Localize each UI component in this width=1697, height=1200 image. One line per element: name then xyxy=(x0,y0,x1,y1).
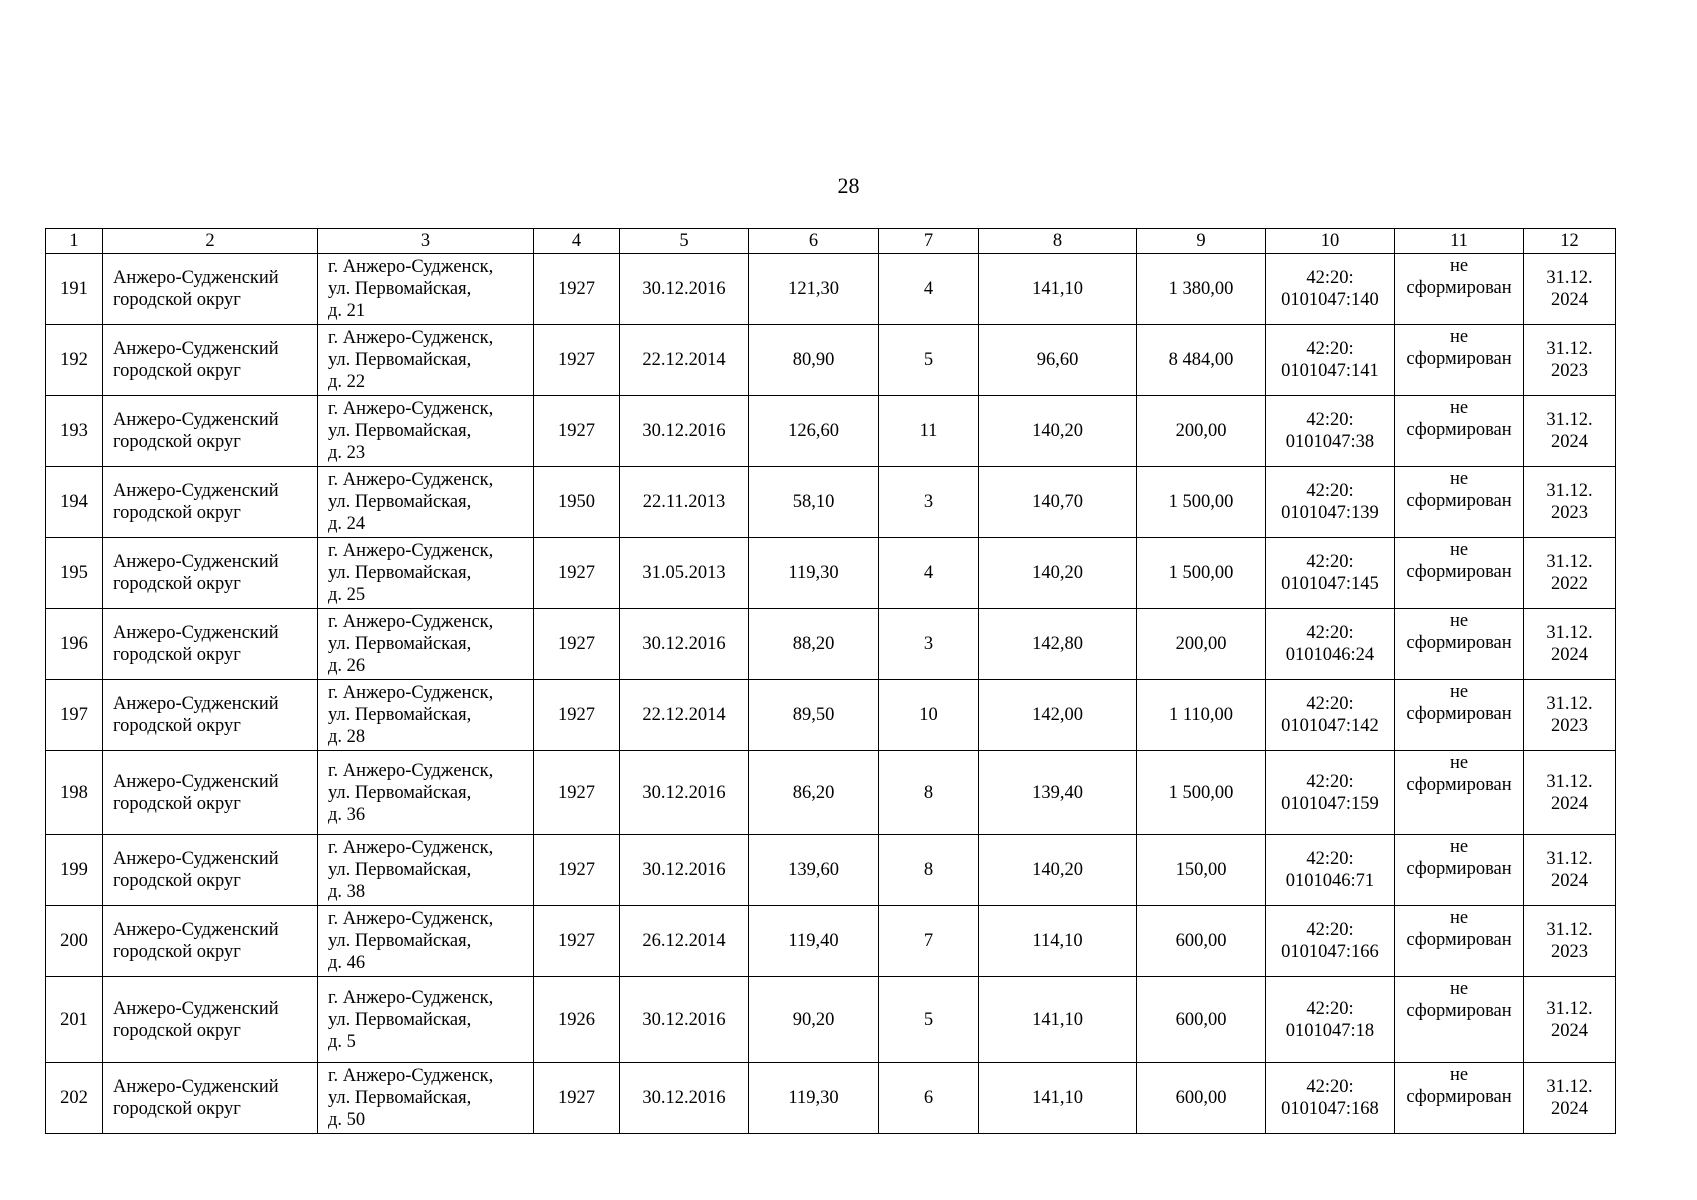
municipality-cell: Анжеро-Судженский городской округ xyxy=(103,396,318,467)
cadastral-number-cell: 42:20: 0101047:166 xyxy=(1266,906,1395,977)
year-cell: 1927 xyxy=(534,680,620,751)
table-row xyxy=(46,680,1616,751)
table-body xyxy=(46,254,1616,1134)
column-number: 10 xyxy=(1266,229,1395,254)
year-cell: 1927 xyxy=(534,906,620,977)
column-number: 3 xyxy=(318,229,534,254)
municipality-cell: Анжеро-Судженский городской округ xyxy=(103,1063,318,1134)
year-cell: 1927 xyxy=(534,609,620,680)
date-cell: 30.12.2016 xyxy=(620,835,749,906)
land-plot-status-cell xyxy=(1395,396,1524,467)
municipality-cell: Анжеро-Судженский городской округ xyxy=(103,325,318,396)
table-row xyxy=(46,396,1616,467)
table-row xyxy=(46,1063,1616,1134)
area-cell: 90,20 xyxy=(749,977,879,1063)
address-cell: г. Анжеро-Судженск, ул. Первомайская, д. 50 xyxy=(318,1063,534,1134)
table-row xyxy=(46,835,1616,906)
year-cell: 1927 xyxy=(534,835,620,906)
land-plot-status-text: не сформирован xyxy=(1406,398,1512,440)
land-plot-status-cell xyxy=(1395,467,1524,538)
cadastral-number-cell: 42:20: 0101047:139 xyxy=(1266,467,1395,538)
price-cell: 141,10 xyxy=(979,977,1137,1063)
cost-cell: 600,00 xyxy=(1137,906,1266,977)
address-cell: г. Анжеро-Судженск, ул. Первомайская, д. 24 xyxy=(318,467,534,538)
land-plot-status-cell xyxy=(1395,680,1524,751)
table-row xyxy=(46,325,1616,396)
table-row xyxy=(46,977,1616,1063)
table-row xyxy=(46,254,1616,325)
row-number: 191 xyxy=(46,254,103,325)
municipality-cell: Анжеро-Судженский городской округ xyxy=(103,680,318,751)
date-cell: 22.12.2014 xyxy=(620,325,749,396)
column-number: 1 xyxy=(46,229,103,254)
table-row xyxy=(46,751,1616,835)
row-number: 197 xyxy=(46,680,103,751)
municipality-cell: Анжеро-Судженский городской округ xyxy=(103,835,318,906)
table-header xyxy=(46,229,1616,254)
address-cell: г. Анжеро-Судженск, ул. Первомайская, д. 21 xyxy=(318,254,534,325)
date-cell: 31.05.2013 xyxy=(620,538,749,609)
deadline-cell: 31.12. 2024 xyxy=(1524,751,1616,835)
land-plot-status-cell xyxy=(1395,977,1524,1063)
year-cell: 1927 xyxy=(534,751,620,835)
land-plot-status-text: не сформирован xyxy=(1406,469,1512,511)
price-cell: 114,10 xyxy=(979,906,1137,977)
cost-cell: 200,00 xyxy=(1137,396,1266,467)
date-cell: 30.12.2016 xyxy=(620,396,749,467)
date-cell: 22.12.2014 xyxy=(620,680,749,751)
municipality-cell: Анжеро-Судженский городской округ xyxy=(103,254,318,325)
area-cell: 139,60 xyxy=(749,835,879,906)
row-number: 202 xyxy=(46,1063,103,1134)
column-number: 6 xyxy=(749,229,879,254)
cadastral-number-cell: 42:20: 0101047:142 xyxy=(1266,680,1395,751)
residents-cell: 3 xyxy=(879,609,979,680)
row-number: 192 xyxy=(46,325,103,396)
year-cell: 1927 xyxy=(534,325,620,396)
deadline-cell: 31.12. 2023 xyxy=(1524,906,1616,977)
column-number: 12 xyxy=(1524,229,1616,254)
area-cell: 58,10 xyxy=(749,467,879,538)
price-cell: 140,20 xyxy=(979,835,1137,906)
area-cell: 119,30 xyxy=(749,538,879,609)
land-plot-status-cell xyxy=(1395,325,1524,396)
municipality-cell: Анжеро-Судженский городской округ xyxy=(103,977,318,1063)
row-number: 201 xyxy=(46,977,103,1063)
cadastral-number-cell: 42:20: 0101047:18 xyxy=(1266,977,1395,1063)
cadastral-number-cell: 42:20: 0101047:159 xyxy=(1266,751,1395,835)
deadline-cell: 31.12. 2024 xyxy=(1524,1063,1616,1134)
residents-cell: 8 xyxy=(879,835,979,906)
column-number: 11 xyxy=(1395,229,1524,254)
price-cell: 139,40 xyxy=(979,751,1137,835)
residents-cell: 4 xyxy=(879,538,979,609)
year-cell: 1927 xyxy=(534,254,620,325)
row-number: 199 xyxy=(46,835,103,906)
row-number: 200 xyxy=(46,906,103,977)
address-cell: г. Анжеро-Судженск, ул. Первомайская, д. 46 xyxy=(318,906,534,977)
table-row xyxy=(46,906,1616,977)
column-number: 7 xyxy=(879,229,979,254)
land-plot-status-text: не сформирован xyxy=(1406,908,1512,950)
price-cell: 140,20 xyxy=(979,396,1137,467)
row-number: 196 xyxy=(46,609,103,680)
table-row xyxy=(46,609,1616,680)
deadline-cell: 31.12. 2023 xyxy=(1524,467,1616,538)
address-cell: г. Анжеро-Судженск, ул. Первомайская, д. 36 xyxy=(318,751,534,835)
column-number: 8 xyxy=(979,229,1137,254)
deadline-cell: 31.12. 2024 xyxy=(1524,609,1616,680)
deadline-cell: 31.12. 2024 xyxy=(1524,254,1616,325)
cost-cell: 1 380,00 xyxy=(1137,254,1266,325)
area-cell: 126,60 xyxy=(749,396,879,467)
cadastral-number-cell: 42:20: 0101046:71 xyxy=(1266,835,1395,906)
price-cell: 141,10 xyxy=(979,1063,1137,1134)
year-cell: 1927 xyxy=(534,1063,620,1134)
year-cell: 1926 xyxy=(534,977,620,1063)
area-cell: 80,90 xyxy=(749,325,879,396)
price-cell: 142,00 xyxy=(979,680,1137,751)
deadline-cell: 31.12. 2024 xyxy=(1524,396,1616,467)
municipality-cell: Анжеро-Судженский городской округ xyxy=(103,906,318,977)
municipality-cell: Анжеро-Судженский городской округ xyxy=(103,538,318,609)
municipality-cell: Анжеро-Судженский городской округ xyxy=(103,467,318,538)
land-plot-status-text: не сформирован xyxy=(1406,327,1512,369)
price-cell: 140,20 xyxy=(979,538,1137,609)
residents-cell: 8 xyxy=(879,751,979,835)
area-cell: 86,20 xyxy=(749,751,879,835)
row-number: 195 xyxy=(46,538,103,609)
row-number: 193 xyxy=(46,396,103,467)
column-number: 9 xyxy=(1137,229,1266,254)
column-number-row xyxy=(46,229,1616,254)
residents-cell: 4 xyxy=(879,254,979,325)
address-cell: г. Анжеро-Судженск, ул. Первомайская, д. 28 xyxy=(318,680,534,751)
land-plot-status-cell xyxy=(1395,835,1524,906)
price-cell: 96,60 xyxy=(979,325,1137,396)
land-plot-status-text: не сформирован xyxy=(1406,540,1512,582)
land-plot-status-cell xyxy=(1395,254,1524,325)
address-cell: г. Анжеро-Судженск, ул. Первомайская, д. 38 xyxy=(318,835,534,906)
area-cell: 89,50 xyxy=(749,680,879,751)
residents-cell: 10 xyxy=(879,680,979,751)
cost-cell: 1 500,00 xyxy=(1137,751,1266,835)
address-cell: г. Анжеро-Судженск, ул. Первомайская, д. 5 xyxy=(318,977,534,1063)
year-cell: 1950 xyxy=(534,467,620,538)
date-cell: 30.12.2016 xyxy=(620,254,749,325)
date-cell: 26.12.2014 xyxy=(620,906,749,977)
land-plot-status-text: не сформирован xyxy=(1406,611,1512,653)
cadastral-number-cell: 42:20: 0101047:145 xyxy=(1266,538,1395,609)
area-cell: 119,40 xyxy=(749,906,879,977)
column-number: 2 xyxy=(103,229,318,254)
residents-cell: 6 xyxy=(879,1063,979,1134)
date-cell: 30.12.2016 xyxy=(620,751,749,835)
cost-cell: 1 110,00 xyxy=(1137,680,1266,751)
date-cell: 22.11.2013 xyxy=(620,467,749,538)
row-number: 194 xyxy=(46,467,103,538)
cost-cell: 8 484,00 xyxy=(1137,325,1266,396)
column-number: 4 xyxy=(534,229,620,254)
residents-cell: 3 xyxy=(879,467,979,538)
housing-registry-table xyxy=(45,228,1616,1134)
residents-cell: 11 xyxy=(879,396,979,467)
residents-cell: 5 xyxy=(879,977,979,1063)
table-row xyxy=(46,467,1616,538)
cadastral-number-cell: 42:20: 0101047:168 xyxy=(1266,1063,1395,1134)
year-cell: 1927 xyxy=(534,538,620,609)
deadline-cell: 31.12. 2023 xyxy=(1524,680,1616,751)
area-cell: 119,30 xyxy=(749,1063,879,1134)
price-cell: 141,10 xyxy=(979,254,1137,325)
land-plot-status-text: не сформирован xyxy=(1406,682,1512,724)
land-plot-status-cell xyxy=(1395,751,1524,835)
price-cell: 142,80 xyxy=(979,609,1137,680)
date-cell: 30.12.2016 xyxy=(620,609,749,680)
land-plot-status-text: не сформирован xyxy=(1406,256,1512,298)
row-number: 198 xyxy=(46,751,103,835)
municipality-cell: Анжеро-Судженский городской округ xyxy=(103,751,318,835)
cadastral-number-cell: 42:20: 0101047:140 xyxy=(1266,254,1395,325)
land-plot-status-text: не сформирован xyxy=(1406,837,1512,879)
address-cell: г. Анжеро-Судженск, ул. Первомайская, д. 25 xyxy=(318,538,534,609)
column-number: 5 xyxy=(620,229,749,254)
cost-cell: 600,00 xyxy=(1137,977,1266,1063)
cost-cell: 200,00 xyxy=(1137,609,1266,680)
cadastral-number-cell: 42:20: 0101047:141 xyxy=(1266,325,1395,396)
cost-cell: 1 500,00 xyxy=(1137,538,1266,609)
land-plot-status-text: не сформирован xyxy=(1406,753,1512,795)
area-cell: 121,30 xyxy=(749,254,879,325)
land-plot-status-cell xyxy=(1395,1063,1524,1134)
land-plot-status-text: не сформирован xyxy=(1406,979,1512,1021)
cost-cell: 150,00 xyxy=(1137,835,1266,906)
deadline-cell: 31.12. 2023 xyxy=(1524,325,1616,396)
deadline-cell: 31.12. 2022 xyxy=(1524,538,1616,609)
residents-cell: 5 xyxy=(879,325,979,396)
address-cell: г. Анжеро-Судженск, ул. Первомайская, д. 26 xyxy=(318,609,534,680)
land-plot-status-text: не сформирован xyxy=(1406,1065,1512,1107)
deadline-cell: 31.12. 2024 xyxy=(1524,835,1616,906)
residents-cell: 7 xyxy=(879,906,979,977)
land-plot-status-cell xyxy=(1395,609,1524,680)
price-cell: 140,70 xyxy=(979,467,1137,538)
page-number: 28 xyxy=(837,173,860,198)
address-cell: г. Анжеро-Судженск, ул. Первомайская, д. 22 xyxy=(318,325,534,396)
cadastral-number-cell: 42:20: 0101047:38 xyxy=(1266,396,1395,467)
municipality-cell: Анжеро-Судженский городской округ xyxy=(103,609,318,680)
land-plot-status-cell xyxy=(1395,538,1524,609)
address-cell: г. Анжеро-Судженск, ул. Первомайская, д. 23 xyxy=(318,396,534,467)
cadastral-number-cell: 42:20: 0101046:24 xyxy=(1266,609,1395,680)
land-plot-status-cell xyxy=(1395,906,1524,977)
table-row xyxy=(46,538,1616,609)
cost-cell: 600,00 xyxy=(1137,1063,1266,1134)
cost-cell: 1 500,00 xyxy=(1137,467,1266,538)
date-cell: 30.12.2016 xyxy=(620,1063,749,1134)
area-cell: 88,20 xyxy=(749,609,879,680)
deadline-cell: 31.12. 2024 xyxy=(1524,977,1616,1063)
date-cell: 30.12.2016 xyxy=(620,977,749,1063)
year-cell: 1927 xyxy=(534,396,620,467)
